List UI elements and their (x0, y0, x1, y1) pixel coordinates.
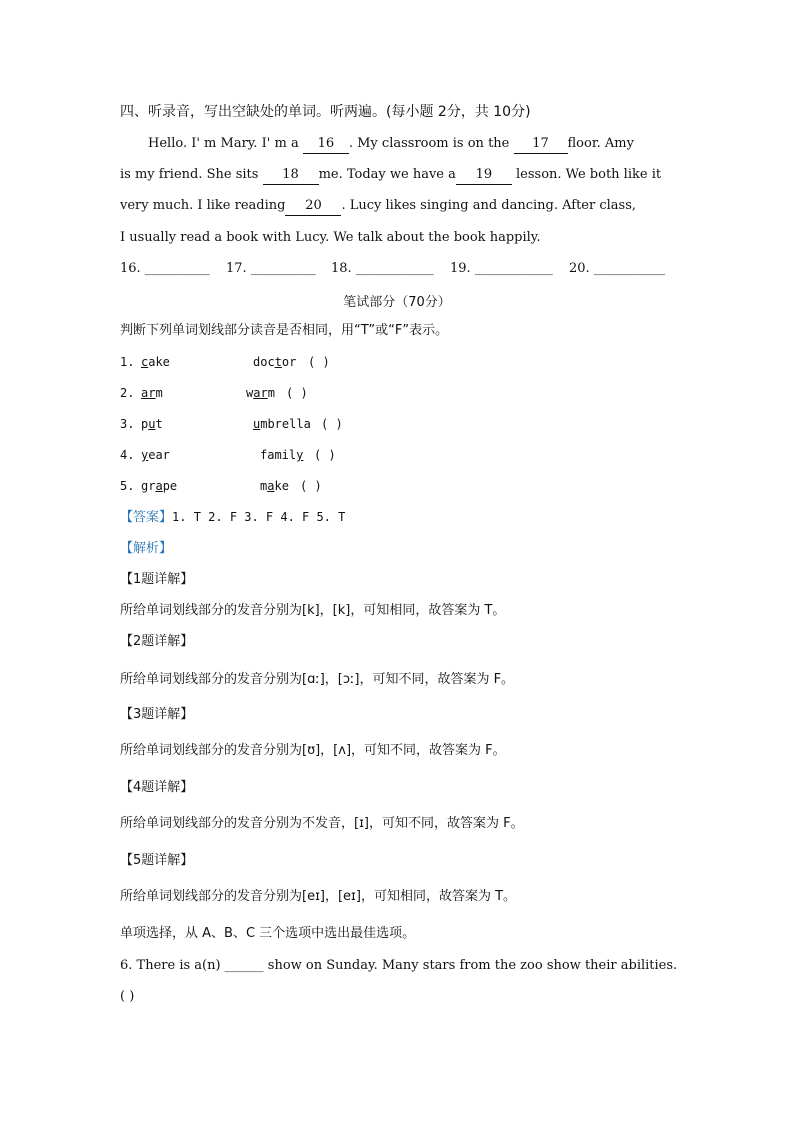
detail-text-2: 所给单词划线部分的发音分别为[ɑː]，[ɔː]，可知不同，故答案为 F。 (120, 672, 515, 687)
detail-text-5: 所给单词划线部分的发音分别为[eɪ]，[eɪ]，可知相同，故答案为 T。 (120, 889, 517, 904)
detail-title-5: 【5题详解】 (120, 853, 194, 868)
item-number: 2. (120, 386, 135, 400)
word-2: warm (246, 386, 275, 400)
question-6-paren[interactable]: ( ) (120, 989, 135, 1004)
word-1: grape (141, 479, 178, 493)
instruction-single-choice: 单项选择，从 A、B、C 三个选项中选出最佳选项。 (120, 926, 416, 941)
passage-line-4: I usually read a book with Lucy. We talk about the book happily. (120, 230, 541, 245)
blank-20: 20 (285, 197, 341, 216)
word-1: arm (141, 386, 163, 400)
answer-text: 1. T 2. F 3. F 4. F 5. T (172, 510, 346, 524)
answer-line-18: 18. ____________ (331, 261, 434, 276)
instruction-phonics: 判断下列单词划线部分读音是否相同，用“T”或“F”表示。 (120, 323, 449, 338)
passage-line-1 (148, 135, 634, 154)
answer-paren[interactable]: ( ) (300, 479, 322, 493)
word-2: doctor (253, 355, 297, 369)
word-2: family (260, 448, 304, 462)
answer-paren[interactable]: ( ) (286, 386, 308, 400)
item-number: 4. (120, 448, 135, 462)
answer-tag: 【答案】 (120, 510, 173, 525)
answer-line-20: 20. ___________ (569, 261, 666, 276)
word-2: umbrella (253, 417, 311, 431)
passage-text: floor. Amy (567, 136, 634, 151)
detail-title-3: 【3题详解】 (120, 707, 194, 722)
passage-line-2 (120, 166, 661, 185)
passage-line-3 (120, 197, 636, 216)
passage-text: . Lucy likes singing and dancing. After class, (341, 198, 637, 213)
blank-17: 17 (514, 135, 568, 154)
question-6: 6. There is a(n) ______ show on Sunday. Many stars from the zoo show their abilities. (120, 958, 678, 973)
detail-title-4: 【4题详解】 (120, 780, 194, 795)
blank-16: 16 (303, 135, 349, 154)
passage-text: . My classroom is on the (348, 136, 514, 151)
passage-text: lesson. We both like it (511, 167, 662, 182)
section-heading: 四、听录音，写出空缺处的单词。听两遍。(每小题 2分，共 10分) (120, 104, 531, 120)
detail-text-1: 所给单词划线部分的发音分别为[k]，[k]，可知相同，故答案为 T。 (120, 603, 506, 618)
answer-paren[interactable]: ( ) (314, 448, 336, 462)
detail-title-1: 【1题详解】 (120, 572, 194, 587)
word-2: make (260, 479, 289, 493)
detail-text-4: 所给单词划线部分的发音分别为不发音，[ɪ]，可知不同，故答案为 F。 (120, 816, 524, 831)
passage-text: is my friend. She sits (120, 167, 263, 182)
answer-paren[interactable]: ( ) (308, 355, 330, 369)
item-number: 1. (120, 355, 135, 369)
item-number: 3. (120, 417, 135, 431)
blank-18: 18 (263, 166, 319, 185)
answer-paren[interactable]: ( ) (321, 417, 343, 431)
answer-line-19: 19. ____________ (450, 261, 553, 276)
written-part-title: 笔试部分（70分） (343, 295, 451, 310)
word-1: put (141, 417, 163, 431)
answer-line-17: 17. __________ (226, 261, 316, 276)
detail-text-3: 所给单词划线部分的发音分别为[ʊ]，[ʌ]，可知不同，故答案为 F。 (120, 743, 506, 758)
blank-19: 19 (456, 166, 512, 185)
word-1: cake (141, 355, 170, 369)
item-number: 5. (120, 479, 135, 493)
passage-text: Hello. I' m Mary. I' m a (148, 136, 303, 151)
answer-line-16: 16. __________ (120, 261, 210, 276)
word-1: year (141, 448, 170, 462)
answer-row (120, 508, 345, 527)
detail-title-2: 【2题详解】 (120, 634, 194, 649)
passage-text: me. Today we have a (318, 167, 456, 182)
analysis-tag: 【解析】 (120, 541, 173, 556)
passage-text: very much. I like reading (120, 198, 286, 213)
